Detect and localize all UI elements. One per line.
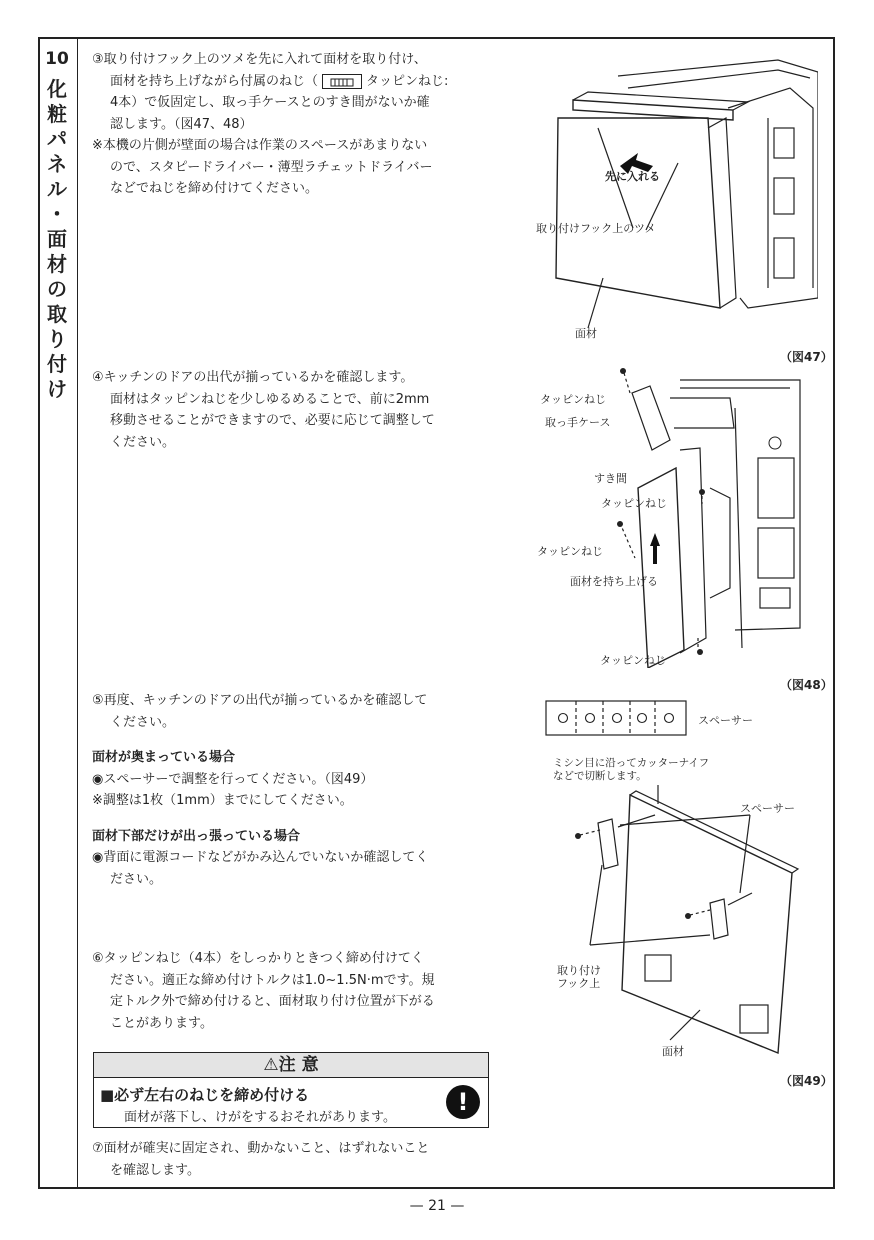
fig47-illustration (528, 48, 818, 338)
section-title-char: 材 (47, 252, 67, 276)
step7-line2: を確認します。 (110, 1162, 200, 1178)
caution-heading: ■必ず左右のねじを締め付ける (100, 1086, 310, 1104)
fig49-cut-line2: などで切断します。 (553, 770, 647, 782)
section-title-char: 面 (47, 227, 67, 251)
step7-line1: ⑦面材が確実に固定され、動かないこと、はずれないこと (92, 1141, 430, 1156)
step5-line2: ください。 (110, 714, 176, 730)
caution-title: ⚠注 意 (94, 1053, 488, 1078)
section-title (38, 77, 76, 402)
step3-line1: ③取り付けフック上のツメを先に入れて面材を取り付け、 (92, 52, 427, 67)
fig49-caption: （図49） (780, 1074, 833, 1088)
fig48-caption: （図48） (780, 678, 833, 692)
caution-body: 面材が落下し、けがをするおそれがあります。 (124, 1110, 396, 1125)
section-number: 10 (45, 49, 69, 69)
fig49-hook-line2: フック上 (557, 977, 601, 990)
fig48-label-screw-mid: タッピンねじ (601, 497, 667, 510)
screw-icon (322, 74, 362, 89)
step7-text (92, 1138, 502, 1181)
section-title-char: の (47, 277, 67, 301)
step4-line1: ④キッチンのドアの出代が揃っているかを確認します。 (92, 370, 414, 385)
case1-line1: ◉スペーサーで調整を行ってください。（図49） (92, 771, 374, 787)
fig48-label-screw-bottom: タッピンねじ (600, 654, 666, 667)
step3-note2: ので、スタピードライバー・薄型ラチェットドライバー (110, 159, 433, 175)
section-title-char: け (47, 377, 67, 401)
step6-line3: 定トルク外で締め付けると、面材取り付け位置が下がる (110, 994, 435, 1009)
step3-note3: などでねじを締め付けてください。 (110, 181, 319, 196)
step6-line1: ⑥タッピンねじ（4本）をしっかりときつく締め付けてく (92, 951, 424, 966)
fig47-label-panel: 面材 (575, 327, 597, 340)
case1-title: 面材が奥まっている場合 (92, 750, 236, 765)
page-number: — 21 — (409, 1198, 465, 1214)
fig48-label-lift: 面材を持ち上げる (570, 575, 658, 588)
section-title-char: 粧 (47, 102, 67, 126)
step5-line1: ⑤再度、キッチンのドアの出代が揃っているかを確認して (92, 693, 428, 708)
step4-line3: 移動させることができますので、必要に応じて調整して (110, 413, 435, 428)
step4-line2: 面材はタッピンねじを少しゆるめることで、前に2mm (110, 391, 430, 407)
section-title-char: 付 (47, 352, 67, 376)
step3-line4: 認します。（図47、48） (110, 116, 253, 132)
fig49-illustration (540, 785, 810, 1060)
fig49-cut-note (553, 757, 709, 783)
section-sidebar (38, 37, 78, 1189)
step4-text (92, 367, 502, 453)
caution-box (93, 1052, 489, 1128)
fig48-label-gap: すき間 (594, 472, 627, 485)
section-title-char: パ (47, 127, 67, 151)
case2-line2: ださい。 (110, 871, 163, 887)
fig48-label-screw-left: タッピンねじ (537, 545, 603, 558)
section-title-char: 化 (47, 77, 67, 101)
fig49-label-panel: 面材 (662, 1045, 684, 1058)
fig49-label-spacer-strip: スペーサー (698, 714, 753, 727)
section-title-char: ・ (47, 202, 67, 226)
case2-title: 面材下部だけが出っ張っている場合 (92, 828, 301, 844)
fig47-label-claw: 取り付けフック上のツメ (536, 222, 656, 235)
case2-line1: ◉背面に電源コードなどがかみ込んでいないか確認してく (92, 850, 429, 865)
fig48-label-handle-case: 取っ手ケース (545, 416, 611, 429)
fig48-illustration (520, 368, 820, 668)
fig49-hook-label (557, 964, 601, 990)
fig49-cut-line1: ミシン目に沿ってカッターナイフ (553, 757, 710, 769)
step3-note1: ※本機の片側が壁面の場合は作業のスペースがあまりない (92, 138, 428, 153)
section-title-char: 取 (47, 302, 67, 326)
step5-text (92, 690, 502, 890)
step3-line3: 4本）で仮固定し、取っ手ケースとのすき間がないか確 (110, 95, 430, 110)
fig49-label-spacer: スペーサー (740, 802, 795, 815)
step4-line4: ください。 (110, 434, 176, 450)
step6-line4: ことがあります。 (110, 1015, 213, 1031)
section-title-char: り (47, 327, 67, 351)
spacer-strip (545, 700, 690, 738)
case1-line2: ※調整は1枚（1mm）までにしてください。 (92, 793, 353, 808)
step3-line2: 面材を持ち上げながら付属のねじ（ タッピンねじ: (110, 73, 449, 89)
fig49-hook-line1: 取り付け (557, 964, 601, 977)
section-title-char: ネ (47, 152, 67, 176)
step6-line2: ださい。適正な締め付けトルクは1.0~1.5N·mです。規 (110, 972, 435, 988)
fig47-label-insert: 先に入れる (605, 170, 660, 183)
fig47-caption: （図47） (780, 350, 833, 364)
section-title-char: ル (47, 177, 67, 201)
exclamation-icon: ! (446, 1085, 480, 1119)
fig48-label-screw-tl: タッピンねじ (540, 393, 606, 406)
step3-text (92, 49, 502, 200)
step6-text (92, 948, 502, 1034)
